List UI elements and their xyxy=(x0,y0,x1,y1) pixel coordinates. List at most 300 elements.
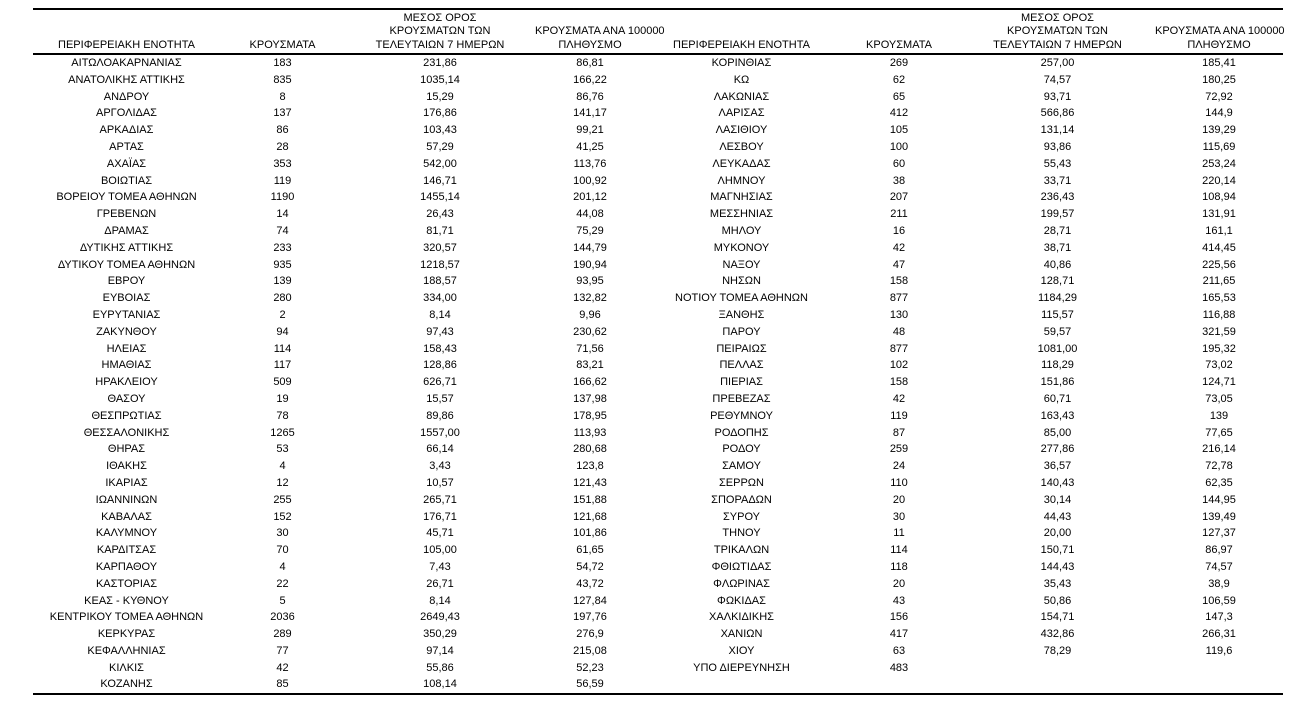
region-cell: ΦΘΙΩΤΙΔΑΣ xyxy=(711,560,772,573)
avg7-cell: 1184,29 xyxy=(1038,292,1077,305)
per100k-cell: 139,49 xyxy=(1202,510,1236,523)
region-cell: ΦΛΩΡΙΝΑΣ xyxy=(713,577,770,590)
cases-cell: 105 xyxy=(889,124,909,137)
header-avg7-line2: ΚΡΟΥΣΜΑΤΩΝ ΤΩΝ xyxy=(389,25,491,37)
region-cell: ΣΠΟΡΑΔΩΝ xyxy=(711,493,772,506)
avg7-cell: 35,43 xyxy=(1043,577,1072,590)
header-cases-right xyxy=(838,39,960,53)
region-cell: ΑΝΑΤΟΛΙΚΗΣ ΑΤΤΙΚΗΣ xyxy=(68,73,185,86)
avg7-cell: 15,29 xyxy=(426,90,454,103)
per100k-cell: 253,24 xyxy=(1202,157,1236,170)
header-per100k-right xyxy=(1155,25,1283,52)
cases-cell: 156 xyxy=(889,611,909,624)
avg7-cell: 26,43 xyxy=(426,208,454,221)
per100k-cell: 144,95 xyxy=(1202,493,1236,506)
cases-cell: 835 xyxy=(273,73,292,86)
cases-cell: 85 xyxy=(276,678,289,691)
region-cell: ΠΕΛΛΑΣ xyxy=(719,359,764,372)
per100k-cell: 38,9 xyxy=(1208,577,1230,590)
cases-cell: 2036 xyxy=(270,611,295,624)
cases-cell: 62 xyxy=(892,73,906,86)
avg7-cell: 30,14 xyxy=(1043,493,1072,506)
avg7-cell: 2649,43 xyxy=(420,611,460,624)
cases-cell: 5 xyxy=(279,594,286,607)
cases-cell: 12 xyxy=(276,476,289,489)
region-cell: ΦΩΚΙΔΑΣ xyxy=(717,594,766,607)
table-row xyxy=(33,122,1283,139)
per100k-cell: 116,88 xyxy=(1202,308,1236,321)
cases-cell: 119 xyxy=(890,409,908,422)
avg7-cell: 118,29 xyxy=(1041,359,1074,372)
avg7-cell: 81,71 xyxy=(426,224,454,237)
region-cell: ΜΥΚΟΝΟΥ xyxy=(713,241,770,254)
cases-cell: 1265 xyxy=(270,426,295,439)
header-avg7-line3: ΤΕΛΕΥΤΑΙΩΝ 7 ΗΜΕΡΩΝ xyxy=(375,38,505,51)
per100k-cell: 72,78 xyxy=(1205,460,1233,473)
region-cell: ΕΥΒΟΙΑΣ xyxy=(102,292,151,305)
table-row xyxy=(33,559,1283,576)
per100k-cell: 52,23 xyxy=(576,661,604,674)
per100k-cell: 121,68 xyxy=(573,510,607,523)
cases-cell: 20 xyxy=(892,577,906,590)
table-row xyxy=(33,374,1283,391)
per100k-cell: 197,76 xyxy=(573,611,607,624)
per100k-cell: 115,69 xyxy=(1202,140,1236,153)
cases-cell: 43 xyxy=(892,594,906,607)
region-cell: ΝΗΣΩΝ xyxy=(722,275,761,288)
per100k-cell: 321,59 xyxy=(1202,325,1236,338)
table-row xyxy=(33,223,1283,240)
cases-cell: 1190 xyxy=(270,191,295,204)
cases-cell: 63 xyxy=(892,644,906,657)
avg7-cell: 10,57 xyxy=(426,476,454,489)
header-avg7-line2: ΚΡΟΥΣΜΑΤΩΝ ΤΩΝ xyxy=(1007,25,1108,37)
avg7-cell: 55,86 xyxy=(426,661,454,674)
cases-cell: 86 xyxy=(276,124,289,137)
per100k-cell: 121,43 xyxy=(573,476,607,489)
cases-cell: 269 xyxy=(889,57,909,69)
avg7-cell: 85,00 xyxy=(1043,426,1072,439)
avg7-cell: 1455,14 xyxy=(420,191,460,204)
table-row xyxy=(33,626,1283,643)
cases-cell: 30 xyxy=(276,527,289,540)
table-row xyxy=(33,475,1283,492)
avg7-cell: 33,71 xyxy=(1043,174,1072,187)
avg7-cell: 131,14 xyxy=(1040,124,1075,137)
table-row xyxy=(33,391,1283,408)
per100k-cell: 276,9 xyxy=(576,628,604,641)
per100k-cell: 44,08 xyxy=(576,208,604,221)
per100k-cell: 72,92 xyxy=(1205,90,1233,103)
region-cell: ΝΑΞΟΥ xyxy=(722,258,761,271)
per100k-cell: 56,59 xyxy=(576,678,604,691)
per100k-cell: 83,21 xyxy=(576,359,604,372)
avg7-cell: 188,57 xyxy=(423,275,457,288)
table-row xyxy=(33,105,1283,122)
cases-cell: 118 xyxy=(890,560,908,573)
region-cell: ΑΡΤΑΣ xyxy=(109,140,144,153)
avg7-cell: 103,43 xyxy=(423,124,457,137)
region-cell: ΡΕΘΥΜΝΟΥ xyxy=(710,409,773,422)
cases-cell: 100 xyxy=(889,140,909,153)
per100k-cell: 180,25 xyxy=(1202,73,1236,86)
cases-cell: 77 xyxy=(276,644,289,657)
cases-cell: 114 xyxy=(273,342,292,355)
region-cell: ΙΘΑΚΗΣ xyxy=(106,460,147,473)
per100k-cell: 113,76 xyxy=(573,157,607,170)
avg7-cell: 176,86 xyxy=(423,107,457,120)
region-cell: ΚΕΡΚΥΡΑΣ xyxy=(97,628,156,641)
avg7-cell: 277,86 xyxy=(1040,443,1075,456)
per100k-cell: 165,53 xyxy=(1202,292,1236,305)
region-cell: ΠΙΕΡΙΑΣ xyxy=(720,376,763,389)
region-cell: ΑΧΑΪΑΣ xyxy=(106,157,147,170)
per100k-cell: 137,98 xyxy=(573,392,607,405)
table-row xyxy=(33,240,1283,257)
region-cell: ΜΑΓΝΗΣΙΑΣ xyxy=(710,191,773,204)
avg7-cell: 7,43 xyxy=(429,560,451,573)
avg7-cell: 158,43 xyxy=(423,342,457,355)
per100k-cell: 86,97 xyxy=(1205,544,1233,557)
cases-cell: 74 xyxy=(276,224,289,237)
table-row xyxy=(33,660,1283,677)
avg7-cell: 55,43 xyxy=(1043,157,1072,170)
per100k-cell: 99,21 xyxy=(576,124,604,137)
header-avg7-line3: ΤΕΛΕΥΤΑΙΩΝ 7 ΗΜΕΡΩΝ xyxy=(993,38,1122,51)
table-row xyxy=(33,643,1283,660)
cases-cell: 8 xyxy=(279,90,286,103)
region-cell: ΚΑΒΑΛΑΣ xyxy=(101,510,152,523)
avg7-cell: 8,14 xyxy=(429,308,451,321)
region-cell: ΚΑΡΠΑΘΟΥ xyxy=(95,560,158,573)
per100k-cell: 211,65 xyxy=(1202,275,1236,288)
per100k-cell: 178,95 xyxy=(573,409,607,422)
region-cell: ΘΗΡΑΣ xyxy=(107,443,146,456)
per100k-cell: 185,41 xyxy=(1202,57,1236,69)
region-cell: ΕΒΡΟΥ xyxy=(107,275,146,288)
per100k-cell: 127,37 xyxy=(1202,527,1236,540)
avg7-cell: 93,86 xyxy=(1043,140,1072,153)
table-row xyxy=(33,206,1283,223)
avg7-cell: 231,86 xyxy=(423,57,457,69)
avg7-cell: 626,71 xyxy=(423,376,457,389)
per100k-cell: 266,31 xyxy=(1202,628,1236,641)
per100k-cell: 414,45 xyxy=(1202,241,1236,254)
region-cell: ΖΑΚΥΝΘΟΥ xyxy=(96,325,157,338)
table-row xyxy=(33,273,1283,290)
cases-cell: 509 xyxy=(273,376,292,389)
per100k-cell: 77,65 xyxy=(1205,426,1233,439)
region-cell: ΑΡΚΑΔΙΑΣ xyxy=(99,124,154,137)
per100k-cell: 201,12 xyxy=(573,191,607,204)
cases-cell: 877 xyxy=(889,342,909,355)
avg7-cell: 1035,14 xyxy=(420,73,460,86)
region-cell: ΔΥΤΙΚΟΥ ΤΟΜΕΑ ΑΘΗΝΩΝ xyxy=(57,258,196,271)
region-cell: ΔΥΤΙΚΗΣ ΑΤΤΙΚΗΣ xyxy=(79,241,174,254)
avg7-cell: 40,86 xyxy=(1043,258,1072,271)
avg7-cell: 28,71 xyxy=(1043,224,1072,237)
region-cell: ΛΑΚΩΝΙΑΣ xyxy=(713,90,770,103)
avg7-cell: 115,57 xyxy=(1041,308,1074,321)
avg7-cell: 44,43 xyxy=(1043,510,1072,523)
avg7-cell: 146,71 xyxy=(423,174,457,187)
per100k-cell: 9,96 xyxy=(579,308,601,321)
per100k-cell: 131,91 xyxy=(1202,208,1236,221)
cases-cell: 14 xyxy=(276,208,289,221)
per100k-cell: 195,32 xyxy=(1202,342,1236,355)
cases-cell: 110 xyxy=(890,476,908,489)
table-row xyxy=(33,492,1283,509)
table-row xyxy=(33,324,1283,341)
table-row xyxy=(33,425,1283,442)
region-cell: ΠΑΡΟΥ xyxy=(722,325,761,338)
avg7-cell: 57,29 xyxy=(426,140,454,153)
avg7-cell: 97,14 xyxy=(426,644,454,657)
cases-cell: 102 xyxy=(889,359,909,372)
cases-cell: 2 xyxy=(279,308,286,321)
table-row xyxy=(33,609,1283,626)
cases-cell: 60 xyxy=(892,157,906,170)
region-cell: ΒΟΡΕΙΟΥ ΤΟΜΕΑ ΑΘΗΝΩΝ xyxy=(56,191,197,204)
region-cell: ΘΕΣΠΡΩΤΙΑΣ xyxy=(91,409,162,422)
table-row xyxy=(33,576,1283,593)
header-region-label: ΠΕΡΙΦΕΡΕΙΑΚΗ ΕΝΟΤΗΤΑ xyxy=(58,38,195,51)
region-cell: ΙΩΑΝΝΙΝΩΝ xyxy=(95,493,158,506)
per100k-cell: 132,82 xyxy=(573,292,607,305)
region-cell: ΤΡΙΚΑΛΩΝ xyxy=(713,544,770,557)
per100k-cell: 123,8 xyxy=(576,460,604,473)
per100k-cell: 54,72 xyxy=(576,560,604,573)
per100k-cell: 62,35 xyxy=(1205,476,1233,489)
avg7-cell: 15,57 xyxy=(426,392,454,405)
region-cell: ΘΑΣΟΥ xyxy=(107,392,146,405)
cases-cell: 94 xyxy=(276,325,289,338)
cases-cell: 353 xyxy=(273,157,292,170)
region-cell: ΠΡΕΒΕΖΑΣ xyxy=(712,392,771,405)
header-cases-left xyxy=(220,39,345,53)
per100k-cell: 41,25 xyxy=(576,140,604,153)
header-region-right xyxy=(645,39,838,53)
per100k-cell: 93,95 xyxy=(576,275,604,288)
avg7-cell: 50,86 xyxy=(1043,594,1072,607)
per100k-cell: 108,94 xyxy=(1202,191,1236,204)
cases-cell: 211 xyxy=(890,208,908,221)
cases-cell: 877 xyxy=(889,292,909,305)
cases-cell: 19 xyxy=(276,392,289,405)
per100k-cell: 225,56 xyxy=(1202,258,1236,271)
cases-cell: 70 xyxy=(276,544,289,557)
region-cell: ΓΡΕΒΕΝΩΝ xyxy=(96,208,157,221)
region-cell: ΝΟΤΙΟΥ ΤΟΜΕΑ ΑΘΗΝΩΝ xyxy=(675,292,808,305)
per100k-cell: 280,68 xyxy=(573,443,607,456)
avg7-cell: 59,57 xyxy=(1043,325,1072,338)
per100k-cell: 119,6 xyxy=(1205,644,1233,657)
per100k-cell: 215,08 xyxy=(573,644,607,657)
avg7-cell: 26,71 xyxy=(426,577,454,590)
avg7-cell: 36,57 xyxy=(1043,460,1072,473)
avg7-cell: 144,43 xyxy=(1040,560,1075,573)
cases-cell: 48 xyxy=(892,325,906,338)
avg7-cell: 74,57 xyxy=(1043,73,1072,86)
per100k-cell: 216,14 xyxy=(1202,443,1236,456)
avg7-cell: 265,71 xyxy=(423,493,457,506)
per100k-cell: 101,86 xyxy=(573,527,607,540)
region-cell: ΗΡΑΚΛΕΙΟΥ xyxy=(95,376,158,389)
avg7-cell: 3,43 xyxy=(429,460,451,473)
header-region-label: ΠΕΡΙΦΕΡΕΙΑΚΗ ΕΝΟΤΗΤΑ xyxy=(673,38,810,51)
cases-cell: 24 xyxy=(892,460,906,473)
table-row xyxy=(33,593,1283,610)
cases-cell: 152 xyxy=(273,510,292,523)
region-cell: ΗΛΕΙΑΣ xyxy=(106,342,147,355)
cases-cell: 114 xyxy=(890,544,908,557)
region-cell: ΞΑΝΘΗΣ xyxy=(718,308,765,321)
region-cell: ΕΥΡΥΤΑΝΙΑΣ xyxy=(92,308,161,321)
avg7-cell: 128,86 xyxy=(423,359,457,372)
cases-cell: 412 xyxy=(889,107,909,120)
per100k-cell: 139 xyxy=(1209,409,1229,422)
region-cell: ΚΙΛΚΙΣ xyxy=(109,661,144,674)
header-per100k-left xyxy=(535,25,665,52)
header-avg7-line1: ΜΕΣΟΣ ΟΡΟΣ xyxy=(403,11,477,24)
cases-cell: 183 xyxy=(273,57,292,69)
cases-cell: 42 xyxy=(892,392,906,405)
region-cell: ΛΗΜΝΟΥ xyxy=(717,174,766,187)
table-row xyxy=(33,173,1283,190)
region-cell: ΚΕΦΑΛΛΗΝΙΑΣ xyxy=(87,644,166,657)
table-row xyxy=(33,89,1283,106)
cases-cell: 42 xyxy=(276,661,289,674)
avg7-cell: 45,71 xyxy=(426,527,454,540)
table-row xyxy=(33,55,1283,72)
table-row xyxy=(33,257,1283,274)
avg7-cell: 154,71 xyxy=(1040,611,1075,624)
cases-cell: 28 xyxy=(276,140,289,153)
cases-cell: 20 xyxy=(892,493,906,506)
cases-cell: 119 xyxy=(273,174,292,187)
cases-cell: 53 xyxy=(276,443,289,456)
avg7-cell: 432,86 xyxy=(1040,628,1075,641)
per100k-cell: 151,88 xyxy=(573,493,607,506)
per100k-cell: 144,79 xyxy=(573,241,607,254)
avg7-cell: 1218,57 xyxy=(420,258,460,271)
region-cell: ΛΑΡΙΣΑΣ xyxy=(718,107,765,120)
table-row xyxy=(33,458,1283,475)
per100k-cell: 43,72 xyxy=(576,577,604,590)
per100k-cell: 147,3 xyxy=(1205,611,1233,624)
region-cell: ΧΙΟΥ xyxy=(728,644,755,657)
cases-cell: 16 xyxy=(892,224,906,237)
avg7-cell: 38,71 xyxy=(1043,241,1072,254)
cases-cell: 65 xyxy=(892,90,906,103)
table-row xyxy=(33,72,1283,89)
cases-cell: 4 xyxy=(279,560,286,573)
avg7-cell: 163,43 xyxy=(1040,409,1075,422)
avg7-cell: 66,14 xyxy=(426,443,454,456)
per100k-cell: 166,22 xyxy=(573,73,607,86)
header-per100k-line2: ΠΛΗΘΥΣΜΟ xyxy=(558,38,622,51)
region-cell: ΚΑΣΤΟΡΙΑΣ xyxy=(95,577,158,590)
avg7-cell: 566,86 xyxy=(1040,107,1075,120)
regional-cases-table xyxy=(33,8,1283,695)
cases-cell: 417 xyxy=(889,628,909,641)
avg7-cell: 89,86 xyxy=(426,409,454,422)
per100k-cell: 73,05 xyxy=(1205,392,1233,405)
cases-cell: 11 xyxy=(893,527,905,540)
region-cell: ΑΡΓΟΛΙΔΑΣ xyxy=(96,107,157,120)
avg7-cell: 176,71 xyxy=(423,510,457,523)
per100k-cell: 100,92 xyxy=(573,174,607,187)
avg7-cell: 151,86 xyxy=(1040,376,1075,389)
avg7-cell: 334,00 xyxy=(423,292,457,305)
avg7-cell: 97,43 xyxy=(426,325,454,338)
per100k-cell: 161,1 xyxy=(1205,224,1233,237)
table-row xyxy=(33,676,1283,693)
cases-cell: 158 xyxy=(889,376,909,389)
cases-cell: 289 xyxy=(273,628,292,641)
per100k-cell: 220,14 xyxy=(1202,174,1236,187)
per100k-cell: 86,76 xyxy=(576,90,604,103)
avg7-cell: 60,71 xyxy=(1043,392,1072,405)
cases-cell: 47 xyxy=(892,258,906,271)
avg7-cell: 236,43 xyxy=(1040,191,1075,204)
cases-cell: 483 xyxy=(889,661,909,674)
header-per100k-line1: ΚΡΟΥΣΜΑΤΑ ΑΝΑ 100000 xyxy=(535,25,665,37)
per100k-cell: 127,84 xyxy=(573,594,607,607)
region-cell: ΚΕΑΣ - ΚΥΘΝΟΥ xyxy=(84,594,169,607)
avg7-cell: 93,71 xyxy=(1043,90,1072,103)
table-row xyxy=(33,525,1283,542)
table-row xyxy=(33,509,1283,526)
avg7-cell: 140,43 xyxy=(1040,476,1075,489)
cases-cell: 158 xyxy=(889,275,909,288)
cases-cell: 22 xyxy=(276,577,289,590)
per100k-cell: 75,29 xyxy=(576,224,604,237)
avg7-cell: 8,14 xyxy=(429,594,451,607)
region-cell: ΣΥΡΟΥ xyxy=(722,510,760,523)
header-cases-label: ΚΡΟΥΣΜΑΤΑ xyxy=(866,38,932,51)
table-header-row xyxy=(33,10,1283,55)
per100k-cell: 141,17 xyxy=(573,107,607,120)
region-cell: ΚΩ xyxy=(733,73,750,86)
region-cell: ΚΟΡΙΝΘΙΑΣ xyxy=(711,57,772,69)
region-cell: ΛΑΣΙΘΙΟΥ xyxy=(715,124,768,137)
avg7-cell: 350,29 xyxy=(423,628,457,641)
region-cell: ΥΠΟ ΔΙΕΡΕΥΝΗΣΗ xyxy=(693,661,790,674)
cases-cell: 259 xyxy=(889,443,909,456)
cases-cell: 233 xyxy=(273,241,292,254)
region-cell: ΣΑΜΟΥ xyxy=(722,460,761,473)
region-cell: ΙΚΑΡΙΑΣ xyxy=(105,476,148,489)
avg7-cell: 105,00 xyxy=(423,544,457,557)
region-cell: ΗΜΑΘΙΑΣ xyxy=(101,359,152,372)
header-avg7-line1: ΜΕΣΟΣ ΟΡΟΣ xyxy=(1021,11,1094,24)
table-row xyxy=(33,542,1283,559)
region-cell: ΑΙΤΩΛΟΑΚΑΡΝΑΝΙΑΣ xyxy=(71,57,182,69)
header-region-left xyxy=(33,39,220,53)
table-row xyxy=(33,341,1283,358)
region-cell: ΚΑΛΥΜΝΟΥ xyxy=(95,527,158,540)
region-cell: ΠΕΙΡΑΙΩΣ xyxy=(716,342,767,355)
header-cases-label: ΚΡΟΥΣΜΑΤΑ xyxy=(249,38,316,51)
avg7-cell: 1557,00 xyxy=(420,426,460,439)
per100k-cell: 139,29 xyxy=(1202,124,1236,137)
region-cell: ΜΗΛΟΥ xyxy=(721,224,762,237)
per100k-cell: 61,65 xyxy=(576,544,604,557)
per100k-cell: 230,62 xyxy=(573,325,607,338)
region-cell: ΔΡΑΜΑΣ xyxy=(104,224,149,237)
region-cell: ΜΕΣΣΗΝΙΑΣ xyxy=(709,208,774,221)
